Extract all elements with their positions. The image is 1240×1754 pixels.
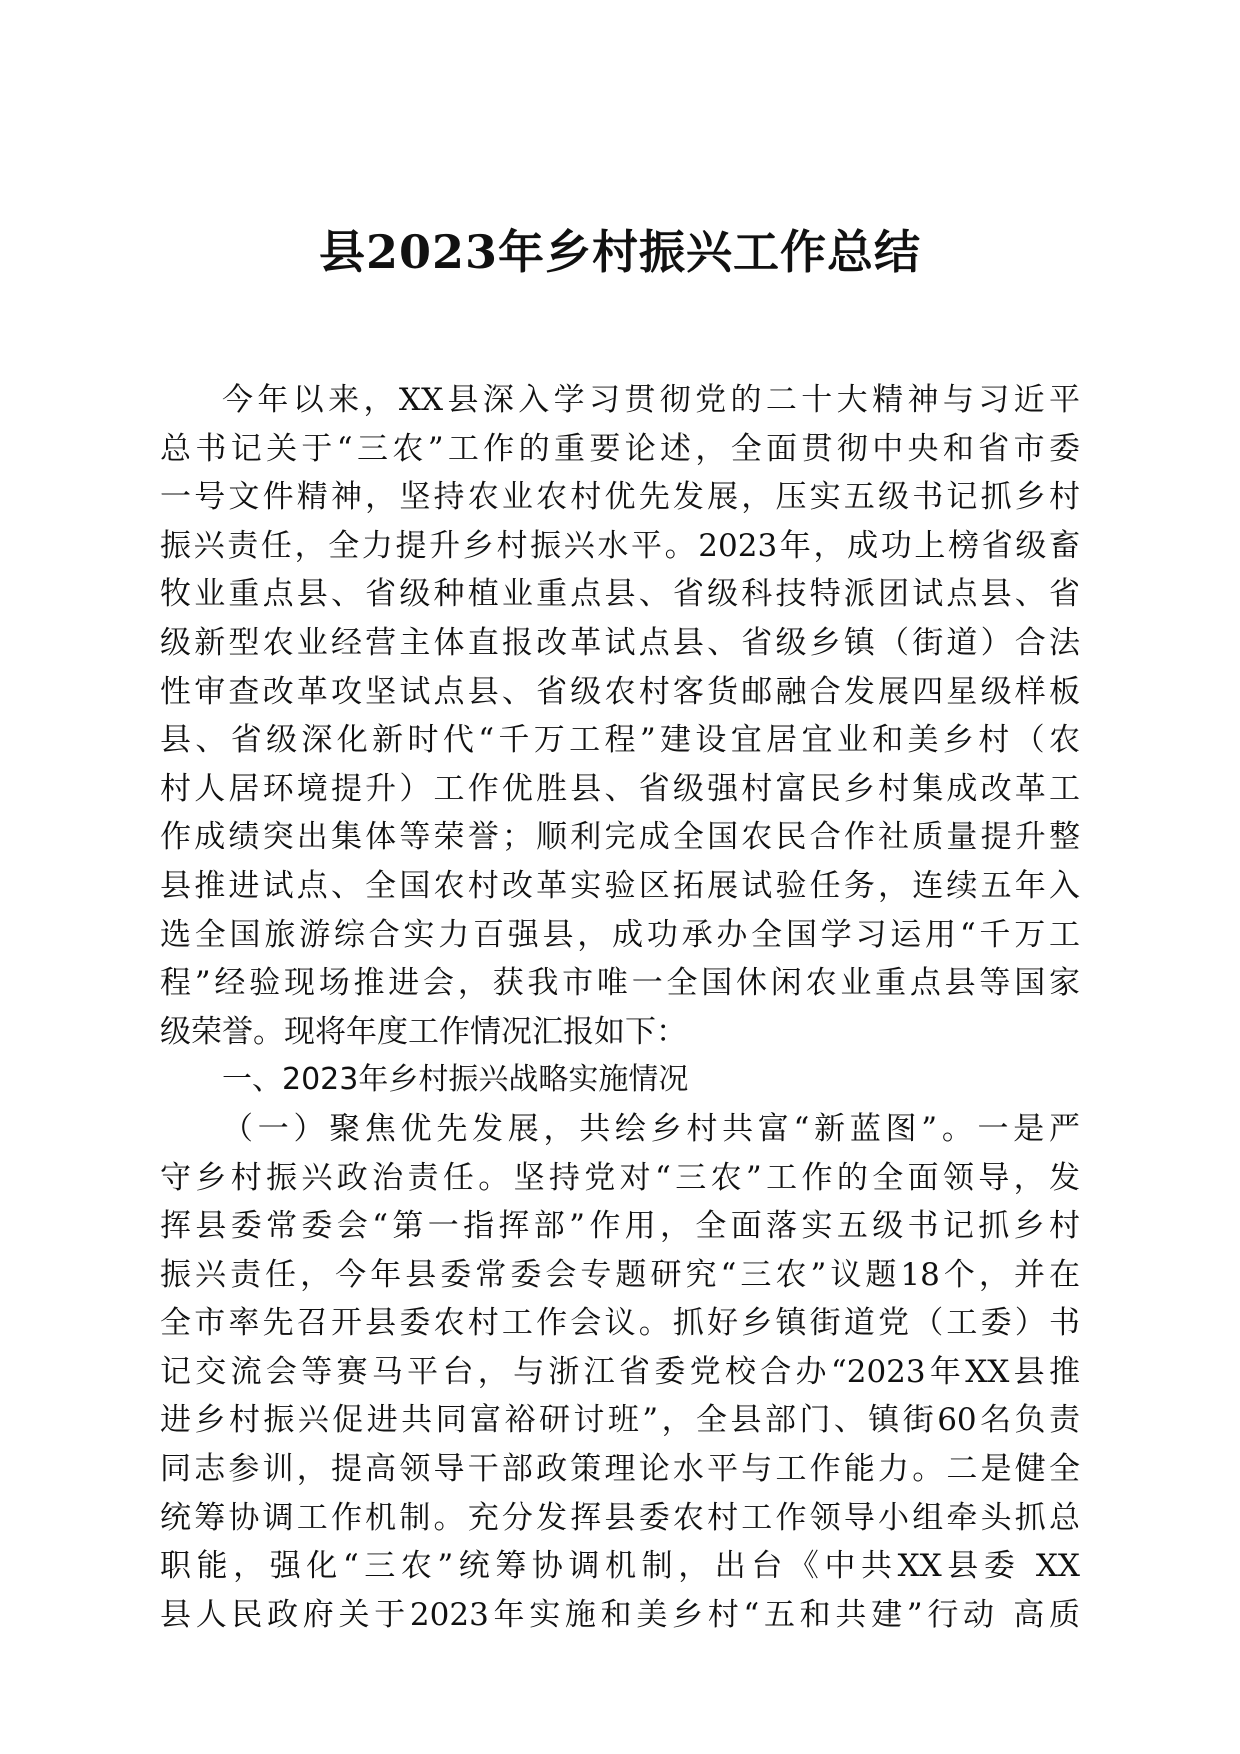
paragraph-line: 一号文件精神，坚持农业农村优先发展，压实五级书记抓乡村 xyxy=(160,479,1080,516)
paragraph-line: 县人民政府关于2023年实施和美乡村“五和共建”行动 高质 xyxy=(160,1596,1080,1633)
paragraph-line: 挥县委常委会“第一指挥部”作用，全面落实五级书记抓乡村 xyxy=(160,1208,1080,1245)
paragraph-line: 总书记关于“三农”工作的重要论述，全面贯彻中央和省市委 xyxy=(160,430,1080,467)
paragraph-line: 今年以来，XX县深入学习贯彻党的二十大精神与习近平 xyxy=(222,382,1080,418)
paragraph-line: 进乡村振兴促进共同富裕研讨班”，全县部门、镇街60名负责 xyxy=(160,1402,1080,1439)
paragraph-line: 振兴责任，今年县委常委会专题研究“三农”议题18个，并在 xyxy=(160,1256,1080,1293)
section-heading: 一、2023年乡村振兴战略实施情况 xyxy=(222,1062,689,1098)
paragraph-line: 性审查改革攻坚试点县、省级农村客货邮融合发展四星级样板 xyxy=(160,673,1080,710)
document-body xyxy=(160,376,1080,1639)
paragraph-line: 级新型农业经营主体直报改革试点县、省级乡镇（街道）合法 xyxy=(160,624,1080,661)
paragraph-line: 牧业重点县、省级种植业重点县、省级科技特派团试点县、省 xyxy=(160,576,1080,613)
paragraph-line: 村人居环境提升）工作优胜县、省级强村富民乡村集成改革工 xyxy=(160,770,1080,807)
paragraph-line: 县、省级深化新时代“千万工程”建设宜居宜业和美乡村（农 xyxy=(160,722,1080,759)
paragraph-line: 级荣誉。现将年度工作情况汇报如下： xyxy=(160,1013,687,1050)
paragraph-line: 统筹协调工作机制。充分发挥县委农村工作领导小组牵头抓总 xyxy=(160,1499,1080,1536)
paragraph-line: 全市率先召开县委农村工作会议。抓好乡镇街道党（工委）书 xyxy=(160,1305,1080,1342)
paragraph-line: （一）聚焦优先发展，共绘乡村共富“新蓝图”。一是严 xyxy=(222,1110,1080,1147)
paragraph-line: 职能，强化“三农”统筹协调机制，出台《中共XX县委 XX xyxy=(160,1548,1080,1585)
paragraph-line: 县推进试点、全国农村改革实验区拓展试验任务，连续五年入 xyxy=(160,867,1080,904)
paragraph-line: 同志参训，提高领导干部政策理论水平与工作能力。二是健全 xyxy=(160,1451,1080,1488)
paragraph-line: 程”经验现场推进会，获我市唯一全国休闲农业重点县等国家 xyxy=(160,965,1080,1002)
paragraph-line: 选全国旅游综合实力百强县，成功承办全国学习运用“千万工 xyxy=(160,916,1080,953)
document-title: 县2023年乡村振兴工作总结 xyxy=(318,225,922,279)
paragraph-line: 记交流会等赛马平台，与浙江省委党校合办“2023年XX县推 xyxy=(160,1353,1080,1390)
paragraph-line: 振兴责任，全力提升乡村振兴水平。2023年，成功上榜省级畜 xyxy=(160,527,1080,564)
paragraph-line: 作成绩突出集体等荣誉；顺利完成全国农民合作社质量提升整 xyxy=(160,819,1080,856)
paragraph-line: 守乡村振兴政治责任。坚持党对“三农”工作的全面领导，发 xyxy=(160,1159,1080,1196)
